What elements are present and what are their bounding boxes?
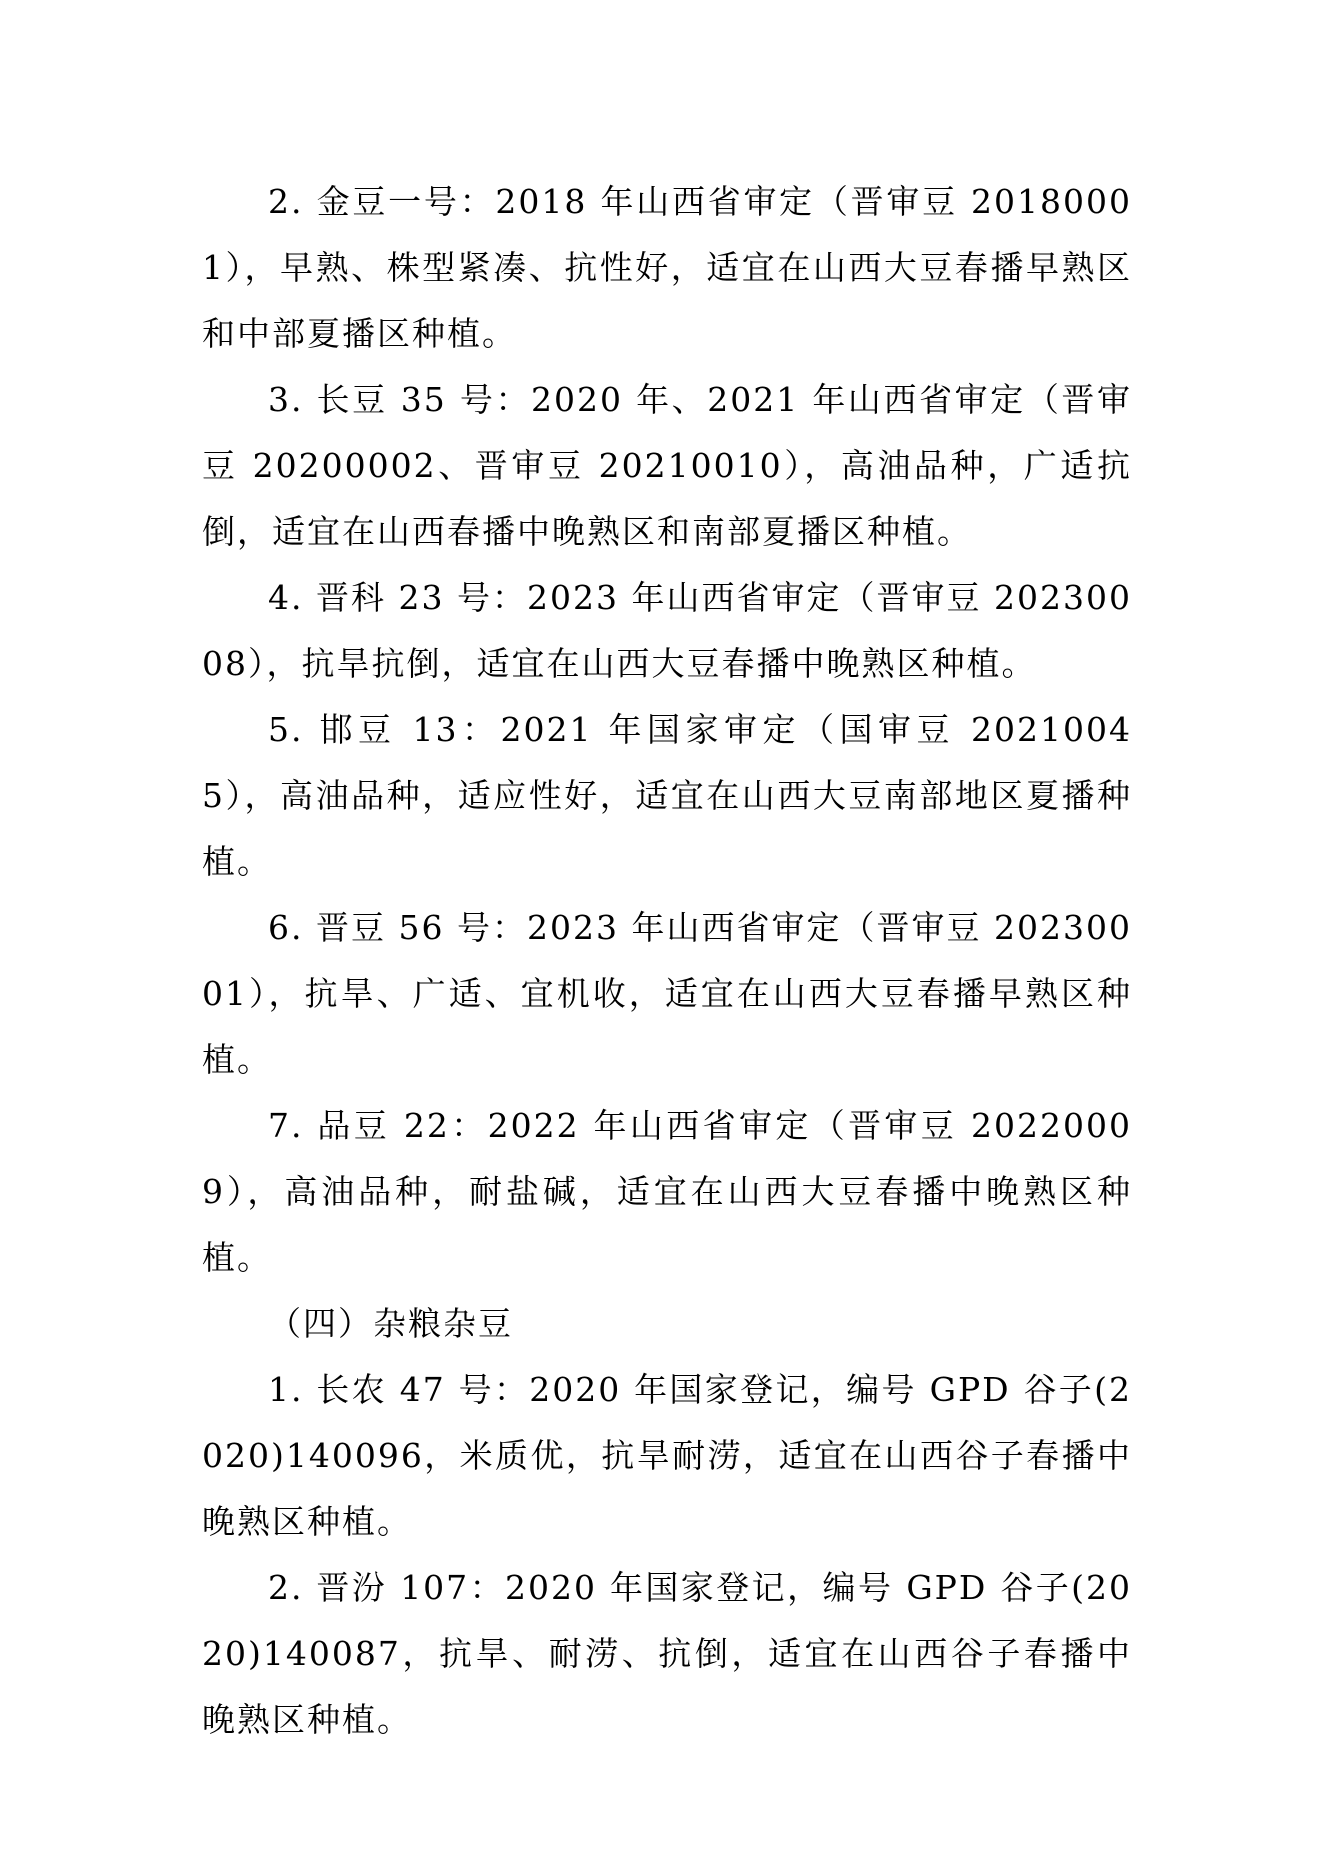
paragraph-jinfen-107: 2. 晋汾 107：2020 年国家登记，编号 GPD 谷子(2020)140087，抗旱、耐涝、抗倒，适宜在山西谷子春播中晚熟区种植。 (202, 1568, 1132, 1739)
paragraph-jinke-23: 4. 晋科 23 号：2023 年山西省审定（晋审豆 20230008），抗旱抗倒，适宜在山西大豆春播中晚熟区种植。 (202, 578, 1132, 683)
section-heading: （四）杂粮杂豆 (268, 1304, 513, 1343)
paragraph-changdou-35: 3. 长豆 35 号：2020 年、2021 年山西省审定（晋审豆 20200002、晋审豆 20210010），高油品种，广适抗倒，适宜在山西春播中晚熟区和南部夏播区种植。 (202, 380, 1132, 551)
paragraph-changnong-47: 1. 长农 47 号：2020 年国家登记，编号 GPD 谷子(2020)140096，米质优，抗旱耐涝，适宜在山西谷子春播中晚熟区种植。 (202, 1370, 1132, 1541)
paragraph-handou-13: 5. 邯豆 13：2021 年国家审定（国审豆 20210045），高油品种，适应性好，适宜在山西大豆南部地区夏播种植。 (202, 710, 1132, 881)
document-body (202, 169, 1132, 1753)
paragraph-jindou-1: 2. 金豆一号：2018 年山西省审定（晋审豆 20180001），早熟、株型紧凑、抗性好，适宜在山西大豆春播早熟区和中部夏播区种植。 (202, 182, 1132, 353)
paragraph-pindou-22: 7. 品豆 22：2022 年山西省审定（晋审豆 20220009），高油品种，耐盐碱，适宜在山西大豆春播中晚熟区种植。 (202, 1106, 1132, 1277)
paragraph-jindou-56: 6. 晋豆 56 号：2023 年山西省审定（晋审豆 20230001），抗旱、广适、宜机收，适宜在山西大豆春播早熟区种植。 (202, 908, 1132, 1079)
